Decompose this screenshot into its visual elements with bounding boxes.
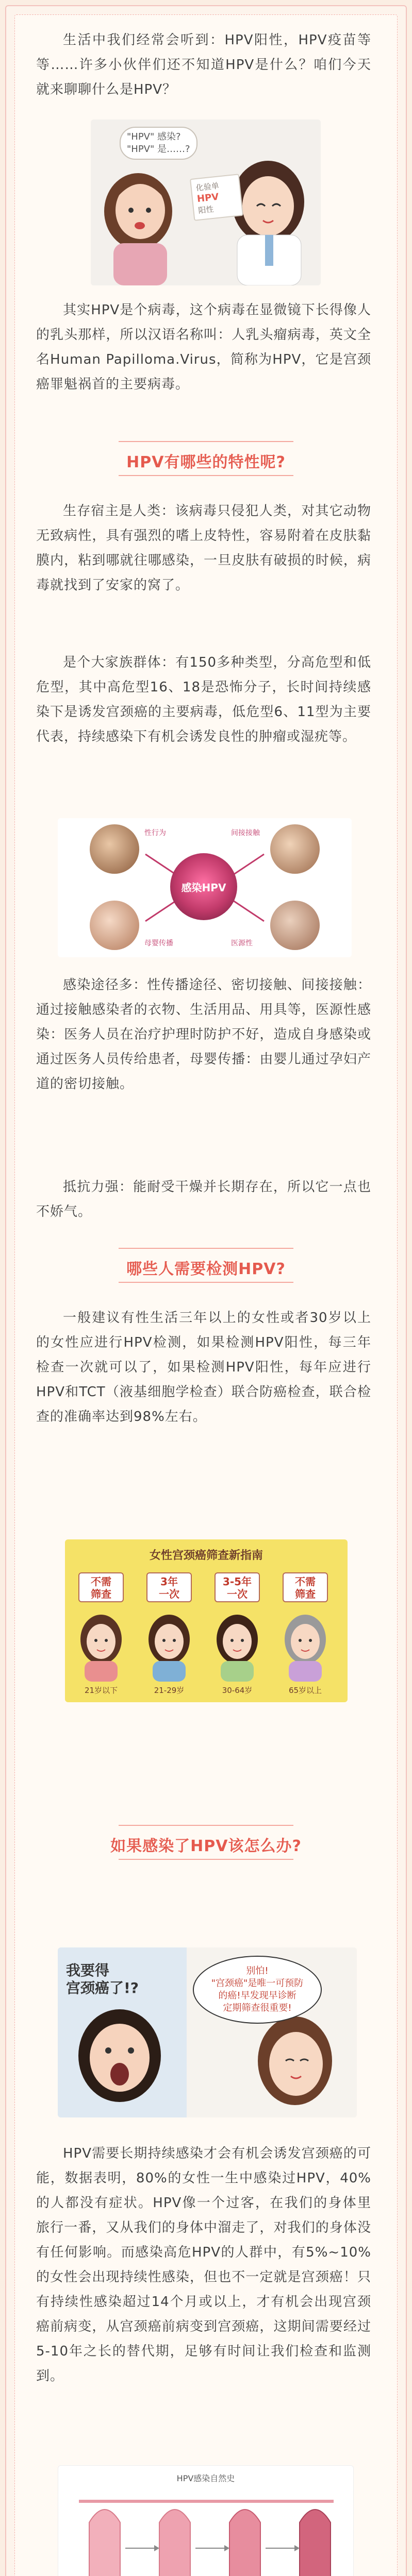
intro-paragraph-1 bbox=[36, 28, 371, 102]
what-to-do-paragraph-1 bbox=[36, 2141, 371, 2388]
screen-box-1: 不需 筛查 bbox=[78, 1572, 124, 1602]
properties-paragraph-1 bbox=[36, 499, 371, 598]
contact-photo-bottom-left bbox=[90, 901, 139, 950]
who-paragraph-1 bbox=[36, 1306, 371, 1429]
woman-face-1-icon bbox=[76, 1609, 126, 1682]
age-label-3: 30-64岁 bbox=[222, 1686, 253, 1695]
contact-photo-bottom-right bbox=[270, 901, 320, 950]
properties-paragraph-2 bbox=[36, 650, 371, 749]
screen-box-3: 3-5年 一次 bbox=[215, 1572, 260, 1602]
section-heading-what-to-do-text: 如果感染了HPV该怎么办? bbox=[110, 1837, 302, 1855]
screen-box-2: 3年 一次 bbox=[146, 1572, 192, 1602]
section-heading-what-to-do bbox=[21, 1833, 391, 1856]
comic-shout-text: 我要得 宫颈癌了!? bbox=[66, 1962, 139, 1996]
age-label-1: 21岁以下 bbox=[84, 1686, 118, 1695]
what-to-do-text-1: HPV需要长期持续感染才会有机会诱发宫颈癌的可能，数据表明，80%的女性一生中感染过HPV，40%的人都没有症状。HPV像一个过客，在我们的身体里旅行一番，又从我们的身体中溜走了，对我们的身体没有任何影响。而感染高危HPV的人群中，有5%~10%的女性会出现持续性感染，但也不一定就是宫颈癌！只有持续性感染超过14个月或以上，才有机会出现宫颈癌前病变，从宫颈癌前病变到宫颈癌，这期间需要经过5-10年之长的替代期，足够有时间让我们检查和监测到。 bbox=[36, 2146, 371, 2384]
doctor-patient-illustration bbox=[91, 120, 321, 285]
section-heading-who-text: 哪些人需要检测HPV? bbox=[126, 1260, 286, 1278]
heading-rule-bottom bbox=[119, 475, 293, 476]
who-text-1: 一般建议有性生活三年以上的女性或者30岁以上的女性应进行HPV检测，如果检测HPV阳性，每三年检查一次就可以了，如果检测HPV阳性，每年应进行HPV和TCT（液基细胞学检查）联合防癌检查，联合检查的准确率达到98%左右。 bbox=[36, 1310, 371, 1425]
section-heading-properties-text: HPV有哪些的特性呢? bbox=[126, 453, 286, 471]
properties-text-3: 感染途径多：性传播途径、密切接触、间接接触：通过接触感染者的衣物、生活用品、用具等，医源性感染：医务人员在治疗护理时防护不好，造成自身感染或通过医务人员传给患者，母婴传播：由婴儿通过孕妇产道的密切接触。 bbox=[36, 977, 371, 1092]
virus-center-label: 感染HPV bbox=[181, 881, 226, 894]
transmission-illustration bbox=[58, 818, 352, 957]
lab-report-status: 阳性 bbox=[197, 204, 215, 215]
heading-rule-bottom bbox=[119, 1282, 293, 1283]
properties-text-1: 生存宿主是人类：该病毒只侵犯人类，对其它动物无致病性，具有强烈的嗜上皮特性，容易附着在皮肤黏膜内，粘到哪就往哪感染，一旦皮肤有破损的时候，病毒就找到了安家的窝了。 bbox=[36, 503, 371, 593]
heading-rule-top bbox=[119, 1248, 293, 1249]
properties-text-4: 抵抗力强：能耐受干燥并长期存在，所以它一点也不娇气。 bbox=[36, 1179, 371, 1219]
virus-icon bbox=[170, 853, 237, 920]
intro-text-2: 其实HPV是个病毒，这个病毒在显微镜下长得像人的乳头那样，所以汉语名称叫：人乳头瘤病毒，英文全名Human Papilloma.Virus，简称为HPV，它是宫颈癌罪魁祸首的主要病毒。 bbox=[36, 302, 371, 392]
screening-guide-illustration bbox=[65, 1539, 348, 1702]
label-sexual: 性行为 bbox=[144, 829, 166, 837]
woman-face-2-icon bbox=[144, 1609, 194, 1682]
properties-text-2: 是个大家族群体：有150多种类型，分高危型和低危型，其中高危型16、18是恐怖分子，长时间持续感染下是诱发宫颈癌的主要病毒，低危型6、11型为主要代表，持续感染下有机会诱发良性的肿瘤或湿疣等。 bbox=[36, 655, 371, 744]
intro-text-1: 生活中我们经常会听到：HPV阳性，HPV疫苗等等……许多小伙伴们还不知道HPV是什么？咱们今天就来聊聊什么是HPV？ bbox=[36, 32, 371, 97]
woman-face-3-icon bbox=[212, 1609, 262, 1682]
label-indirect: 间接接触 bbox=[231, 829, 260, 837]
age-label-2: 21-29岁 bbox=[154, 1686, 185, 1695]
section-heading-properties bbox=[21, 449, 391, 472]
lab-report bbox=[190, 174, 243, 221]
question-bubble: "HPV" 感染? "HPV" 是……? bbox=[120, 127, 197, 160]
contact-photo-top-right bbox=[270, 824, 320, 874]
comic-reply-bubble: 别怕! "宫颈癌"是唯一可预防 的癌!早发现早诊断 定期筛查很重要! bbox=[193, 1956, 322, 2024]
woman-face-4-icon bbox=[281, 1609, 330, 1682]
lab-report-title: 化验单 bbox=[195, 181, 220, 193]
screening-guide-title: 女性宫颈癌筛查新指南 bbox=[149, 1549, 263, 1562]
label-iatrogenic: 医源性 bbox=[231, 939, 253, 947]
comic-illustration bbox=[58, 1947, 357, 2117]
heading-rule-top bbox=[119, 441, 293, 442]
hpv-natural-history-diagram bbox=[58, 2465, 354, 2576]
lab-report-hpv: HPV bbox=[196, 191, 220, 205]
properties-paragraph-3 bbox=[36, 973, 371, 1096]
section-heading-who bbox=[21, 1256, 391, 1279]
hpv-natural-history-title: HPV感染自然史 bbox=[176, 2473, 235, 2483]
label-mother-infant: 母婴传播 bbox=[144, 939, 173, 947]
heading-rule-top bbox=[119, 1825, 293, 1826]
heading-rule-bottom bbox=[119, 1859, 293, 1860]
age-label-4: 65岁以上 bbox=[288, 1686, 322, 1695]
intro-paragraph-2 bbox=[36, 298, 371, 397]
contact-photo-top-left bbox=[90, 824, 139, 874]
screen-box-4: 不需 筛查 bbox=[283, 1572, 328, 1602]
properties-paragraph-4 bbox=[36, 1175, 371, 1224]
